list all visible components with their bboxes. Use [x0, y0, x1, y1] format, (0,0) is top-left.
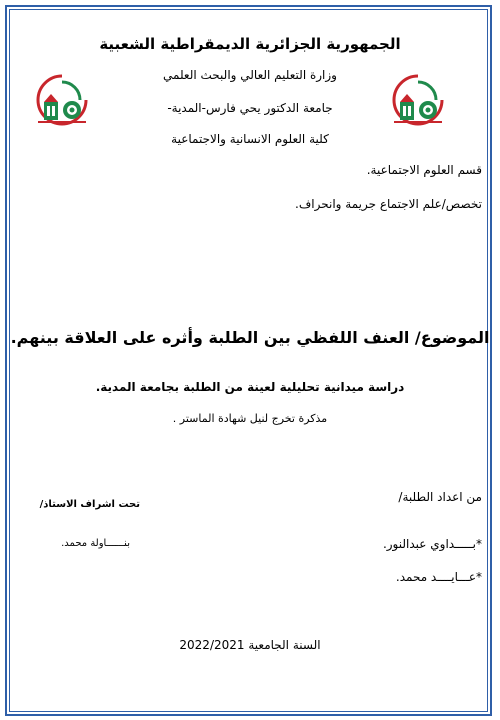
specialty-label: تخصص/علم الاجتماع جريمة وانحراف.: [295, 197, 482, 211]
study-description: دراسة ميدانية تحليلية لعينة من الطلبة بجامعة المدية.: [95, 380, 405, 394]
university-title: جامعة الدكتور يحي فارس-المدية-: [167, 101, 333, 115]
university-logo-icon: [386, 68, 450, 132]
supervisor-name: بنــــــاولة محمد.: [61, 538, 130, 549]
students-label: من اعداد الطلبة/: [398, 490, 482, 504]
thesis-purpose: مذكرة تخرج لنيل شهادة الماستر .: [172, 412, 328, 425]
supervisor-label: تحت اشراف الاستاذ/: [39, 499, 140, 510]
academic-year: السنة الجامعية 2022/2021: [179, 638, 321, 652]
faculty-title: كلية العلوم الانسانية والاجتماعية: [171, 132, 329, 146]
department-label: قسم العلوم الاجتماعية.: [366, 163, 482, 177]
thesis-subject: الموضوع/ العنف اللفظي بين الطلبة وأثره على العلاقة بينهم.: [10, 328, 490, 347]
student-name: *بـــــداوي عبدالنور.: [382, 537, 482, 551]
ministry-title: وزارة التعليم العالي والبحث العلمي: [163, 68, 337, 82]
student-name: *عـــايــــد محمد.: [395, 570, 482, 584]
university-logo-icon: [30, 68, 94, 132]
republic-title: الجمهورية الجزائرية الديمقراطية الشعبية: [99, 35, 401, 53]
